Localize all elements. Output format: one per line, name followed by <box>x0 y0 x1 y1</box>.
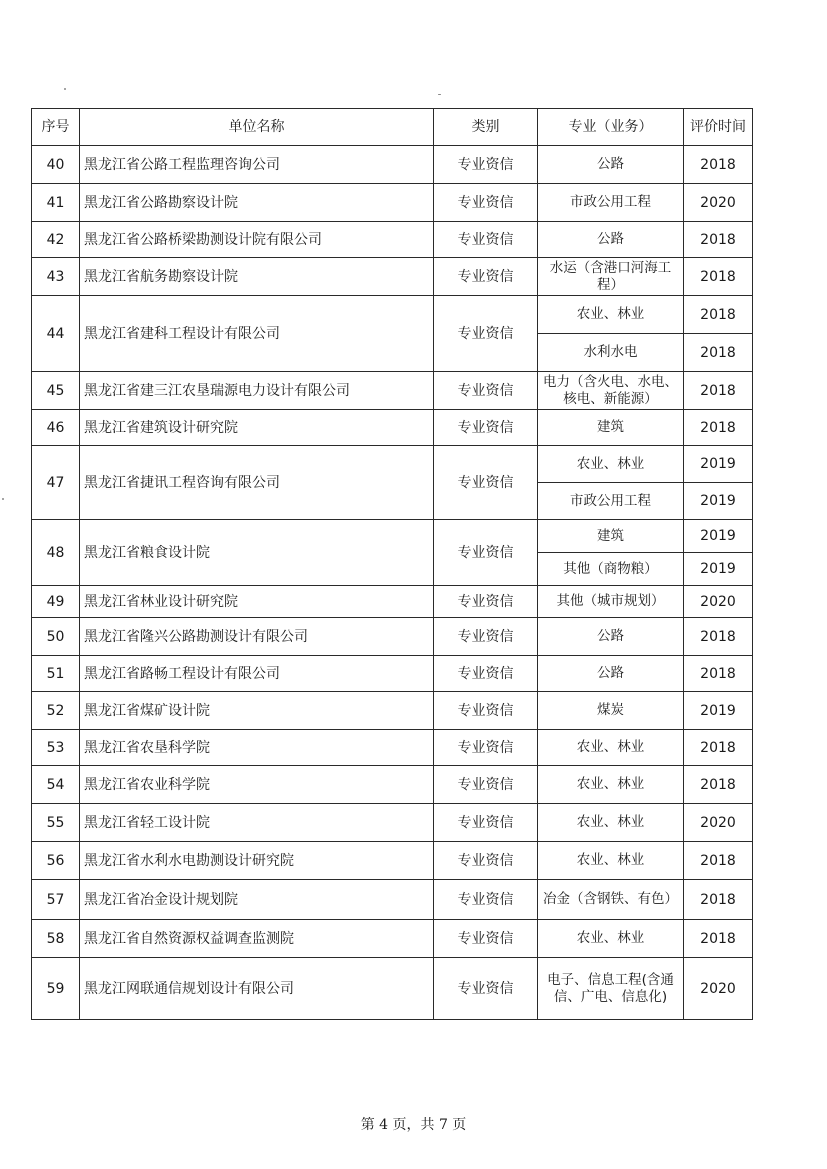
row-specialty: 公路 <box>538 222 684 258</box>
row-index: 49 <box>32 586 80 618</box>
row-index: 50 <box>32 618 80 656</box>
row-evaluation-year: 2018 <box>684 372 753 410</box>
header-index: 序号 <box>32 109 80 146</box>
unit-name: 黑龙江省水利水电勘测设计研究院 <box>80 842 434 880</box>
row-specialty: 建筑 <box>538 410 684 446</box>
unit-name: 黑龙江省公路勘察设计院 <box>80 184 434 222</box>
unit-name: 黑龙江省农业科学院 <box>80 766 434 804</box>
row-category: 专业资信 <box>434 618 538 656</box>
row-index: 54 <box>32 766 80 804</box>
row-specialty: 农业、林业 <box>538 920 684 958</box>
table-row <box>32 296 753 334</box>
table-row <box>32 880 753 920</box>
row-evaluation-year: 2018 <box>684 258 753 296</box>
table-row <box>32 258 753 296</box>
row-index: 52 <box>32 692 80 730</box>
qualification-table <box>31 108 753 1020</box>
table-body <box>32 146 753 1020</box>
table-row <box>32 586 753 618</box>
row-index: 58 <box>32 920 80 958</box>
table-row <box>32 656 753 692</box>
header-category: 类别 <box>434 109 538 146</box>
row-evaluation-year: 2019 <box>684 553 753 586</box>
row-category: 专业资信 <box>434 586 538 618</box>
row-index: 41 <box>32 184 80 222</box>
row-category: 专业资信 <box>434 730 538 766</box>
unit-name: 黑龙江省公路桥梁勘测设计院有限公司 <box>80 222 434 258</box>
row-specialty: 煤炭 <box>538 692 684 730</box>
row-specialty: 农业、林业 <box>538 842 684 880</box>
row-evaluation-year: 2019 <box>684 446 753 483</box>
row-specialty: 建筑 <box>538 520 684 553</box>
table-row <box>32 766 753 804</box>
row-category: 专业资信 <box>434 296 538 372</box>
table-row <box>32 410 753 446</box>
row-category: 专业资信 <box>434 446 538 520</box>
table-row <box>32 222 753 258</box>
table-row <box>32 372 753 410</box>
row-specialty: 其他（商物粮） <box>538 553 684 586</box>
row-specialty: 农业、林业 <box>538 730 684 766</box>
row-category: 专业资信 <box>434 222 538 258</box>
row-specialty: 农业、林业 <box>538 766 684 804</box>
unit-name: 黑龙江省公路工程监理咨询公司 <box>80 146 434 184</box>
scan-speck <box>64 88 66 90</box>
table-row <box>32 184 753 222</box>
row-specialty: 市政公用工程 <box>538 483 684 520</box>
row-index: 42 <box>32 222 80 258</box>
row-evaluation-year: 2018 <box>684 618 753 656</box>
row-specialty: 水利水电 <box>538 334 684 372</box>
row-category: 专业资信 <box>434 656 538 692</box>
unit-name: 黑龙江省建科工程设计有限公司 <box>80 296 434 372</box>
header-evaluation-year: 评价时间 <box>684 109 753 146</box>
unit-name: 黑龙江省农垦科学院 <box>80 730 434 766</box>
unit-name: 黑龙江省林业设计研究院 <box>80 586 434 618</box>
row-category: 专业资信 <box>434 958 538 1020</box>
row-evaluation-year: 2019 <box>684 520 753 553</box>
unit-name: 黑龙江省冶金设计规划院 <box>80 880 434 920</box>
unit-name: 黑龙江省路畅工程设计有限公司 <box>80 656 434 692</box>
table-row <box>32 446 753 483</box>
row-index: 44 <box>32 296 80 372</box>
row-evaluation-year: 2018 <box>684 880 753 920</box>
table-row <box>32 920 753 958</box>
row-evaluation-year: 2018 <box>684 730 753 766</box>
row-evaluation-year: 2018 <box>684 766 753 804</box>
unit-name: 黑龙江省建三江农垦瑞源电力设计有限公司 <box>80 372 434 410</box>
row-evaluation-year: 2018 <box>684 656 753 692</box>
row-evaluation-year: 2018 <box>684 296 753 334</box>
row-specialty: 公路 <box>538 146 684 184</box>
unit-name: 黑龙江网联通信规划设计有限公司 <box>80 958 434 1020</box>
row-index: 57 <box>32 880 80 920</box>
row-index: 46 <box>32 410 80 446</box>
header-unit-name: 单位名称 <box>80 109 434 146</box>
row-specialty: 公路 <box>538 656 684 692</box>
row-index: 55 <box>32 804 80 842</box>
row-specialty: 农业、林业 <box>538 296 684 334</box>
scan-speck <box>438 94 441 95</box>
row-index: 56 <box>32 842 80 880</box>
row-specialty: 水运（含港口河海工程） <box>538 258 684 296</box>
row-evaluation-year: 2018 <box>684 146 753 184</box>
row-specialty: 电力（含火电、水电、核电、新能源） <box>538 372 684 410</box>
table-row <box>32 804 753 842</box>
row-evaluation-year: 2018 <box>684 920 753 958</box>
row-category: 专业资信 <box>434 146 538 184</box>
table-row <box>32 842 753 880</box>
row-evaluation-year: 2018 <box>684 410 753 446</box>
header-specialty: 专业（业务） <box>538 109 684 146</box>
table-row <box>32 520 753 553</box>
unit-name: 黑龙江省隆兴公路勘测设计有限公司 <box>80 618 434 656</box>
row-index: 53 <box>32 730 80 766</box>
row-evaluation-year: 2019 <box>684 692 753 730</box>
row-category: 专业资信 <box>434 410 538 446</box>
page-number: 第 4 页，共 7 页 <box>360 1117 467 1133</box>
row-index: 45 <box>32 372 80 410</box>
table-row <box>32 958 753 1020</box>
unit-name: 黑龙江省粮食设计院 <box>80 520 434 586</box>
row-evaluation-year: 2020 <box>684 184 753 222</box>
unit-name: 黑龙江省航务勘察设计院 <box>80 258 434 296</box>
row-category: 专业资信 <box>434 842 538 880</box>
row-specialty: 农业、林业 <box>538 804 684 842</box>
row-index: 48 <box>32 520 80 586</box>
unit-name: 黑龙江省煤矿设计院 <box>80 692 434 730</box>
row-evaluation-year: 2020 <box>684 586 753 618</box>
row-evaluation-year: 2018 <box>684 334 753 372</box>
row-index: 43 <box>32 258 80 296</box>
unit-name: 黑龙江省建筑设计研究院 <box>80 410 434 446</box>
row-evaluation-year: 2018 <box>684 842 753 880</box>
row-category: 专业资信 <box>434 520 538 586</box>
row-index: 47 <box>32 446 80 520</box>
row-category: 专业资信 <box>434 372 538 410</box>
row-specialty: 公路 <box>538 618 684 656</box>
table-header-row <box>32 109 753 146</box>
row-specialty: 市政公用工程 <box>538 184 684 222</box>
row-specialty: 电子、信息工程(含通信、广电、信息化) <box>538 958 684 1020</box>
unit-name: 黑龙江省自然资源权益调查监测院 <box>80 920 434 958</box>
row-category: 专业资信 <box>434 880 538 920</box>
table-row <box>32 692 753 730</box>
unit-name: 黑龙江省轻工设计院 <box>80 804 434 842</box>
scan-speck <box>2 498 4 500</box>
row-evaluation-year: 2020 <box>684 804 753 842</box>
row-category: 专业资信 <box>434 920 538 958</box>
row-category: 专业资信 <box>434 258 538 296</box>
unit-name: 黑龙江省捷讯工程咨询有限公司 <box>80 446 434 520</box>
row-category: 专业资信 <box>434 184 538 222</box>
row-specialty: 农业、林业 <box>538 446 684 483</box>
row-index: 51 <box>32 656 80 692</box>
row-index: 59 <box>32 958 80 1020</box>
table-row <box>32 146 753 184</box>
row-category: 专业资信 <box>434 804 538 842</box>
row-category: 专业资信 <box>434 692 538 730</box>
row-evaluation-year: 2018 <box>684 222 753 258</box>
row-evaluation-year: 2019 <box>684 483 753 520</box>
row-specialty: 冶金（含钢铁、有色） <box>538 880 684 920</box>
table-row <box>32 618 753 656</box>
table-row <box>32 730 753 766</box>
row-category: 专业资信 <box>434 766 538 804</box>
row-specialty: 其他（城市规划） <box>538 586 684 618</box>
row-evaluation-year: 2020 <box>684 958 753 1020</box>
row-index: 40 <box>32 146 80 184</box>
